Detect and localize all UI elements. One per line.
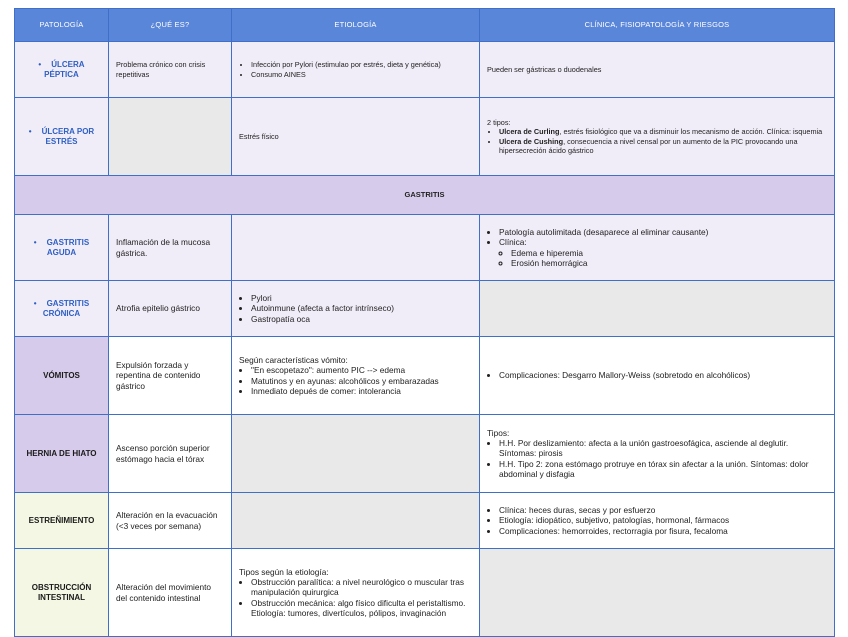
clinical-cell (480, 493, 835, 549)
list-item: • Clínica: ◦ Edema e hiperemia ◦ Erosión hemorrágica (499, 237, 827, 268)
bullet-icon: • (33, 237, 37, 247)
section-title: GASTRITIS (15, 176, 835, 215)
pathology-name: • ÚLCERA PÉPTICA (15, 42, 109, 98)
bullet-icon: • (33, 298, 37, 308)
row-gastritis-aguda (15, 215, 835, 281)
list-item: • Infección por Pylori (estimulao por estrés, dieta y genética) (251, 60, 472, 69)
row-hernia-hiato (15, 415, 835, 493)
etiology-cell (232, 415, 480, 493)
list-item: • Matutinos y en ayunas: alcohólicos y embarazadas (251, 376, 472, 386)
pathology-name: VÓMITOS (15, 337, 109, 415)
etiology-intro: Según características vómito: (239, 354, 348, 365)
list-item: ◦ Erosión hemorrágica (511, 258, 827, 268)
clinical-cell (480, 549, 835, 637)
list-item: • Complicaciones: hemorroides, rectorragia por fisura, fecaloma (499, 526, 827, 536)
list-item: • Inmediato depués de comer: intolerancia (251, 386, 472, 396)
etiology-cell (232, 493, 480, 549)
header-clinica: CLÍNICA, FISIOPATOLOGÍA Y RIESGOS (480, 9, 835, 42)
list-item: • Etiología: idiopático, subjetivo, patologías, hormonal, fármacos (499, 515, 827, 525)
list-item: • H.H. Tipo 2: zona estómago protruye en tórax sin afectar a la unión. Síntomas: dolor abdominal y disfagia (499, 459, 827, 480)
clinical-intro: Tipos: (487, 427, 510, 438)
pathology-name: HERNIA DE HIATO (15, 415, 109, 493)
row-ulcera-estres (15, 98, 835, 176)
definition-cell: Ascenso porción superior estómago hacia el tórax (109, 415, 232, 493)
etiology-cell (232, 42, 480, 98)
etiology-cell (232, 215, 480, 281)
definition-cell: Alteración en la evacuación (<3 veces por semana) (109, 493, 232, 549)
list-item: • Gastropatía oca (251, 314, 472, 324)
list-item: ◦ Edema e hiperemia (511, 248, 827, 258)
section-row-gastritis (15, 176, 835, 215)
definition-cell: Expulsión forzada y repentina de contenido gástrico (109, 337, 232, 415)
bullet-icon: • (28, 126, 32, 136)
clinical-cell (480, 98, 835, 176)
row-obstruccion (15, 549, 835, 637)
clinical-intro: 2 tipos: (487, 118, 511, 128)
clinical-cell (480, 415, 835, 493)
header-patologia: PATOLOGÍA (15, 9, 109, 42)
etiology-intro: Tipos según la etiología: (239, 566, 329, 577)
list-item: • Obstrucción mecánica: algo físico dificulta el peristaltismo. Etiología: tumores, divertículos, pólipos, invaginación (251, 598, 472, 619)
etiology-cell (232, 337, 480, 415)
definition-cell: Atrofia epitelio gástrico (109, 281, 232, 337)
row-gastritis-cronica (15, 281, 835, 337)
bullet-icon: • (38, 59, 42, 69)
definition-cell (109, 98, 232, 176)
pathology-name: • ÚLCERA POR ESTRÉS (15, 98, 109, 176)
pathology-table (14, 8, 835, 637)
etiology-cell (232, 549, 480, 637)
list-item: • Clínica: heces duras, secas y por esfuerzo (499, 505, 827, 515)
etiology-cell (232, 281, 480, 337)
pathology-name: ESTREÑIMIENTO (15, 493, 109, 549)
clinical-cell (480, 215, 835, 281)
list-item: • Pylori (251, 293, 472, 303)
definition-cell: Alteración del movimiento del contenido intestinal (109, 549, 232, 637)
list-item: • Consumo AINES (251, 70, 472, 79)
row-ulcera-peptica (15, 42, 835, 98)
pathology-name: • GASTRITIS AGUDA (15, 215, 109, 281)
clinical-cell: Pueden ser gástricas o duodenales (480, 42, 835, 98)
list-item: • "En escopetazo": aumento PIC --> edema (251, 365, 472, 375)
definition-cell: Inflamación de la mucosa gástrica. (109, 215, 232, 281)
header-que-es: ¿QUÉ ES? (109, 9, 232, 42)
header-etiologia: ETIOLOGÍA (232, 9, 480, 42)
clinical-cell (480, 337, 835, 415)
row-estrenimiento (15, 493, 835, 549)
row-vomitos (15, 337, 835, 415)
etiology-cell: Estrés físico (232, 98, 480, 176)
pathology-name: OBSTRUCCIÓN INTESTINAL (15, 549, 109, 637)
list-item: • H.H. Por deslizamiento: afecta a la unión gastroesofágica, asciende al deglutir. Síntomas: pirosis (499, 438, 827, 459)
list-item: • Complicaciones: Desgarro Mallory-Weiss (sobretodo en alcohólicos) (499, 370, 827, 380)
header-row (15, 9, 835, 42)
list-item: • Ulcera de Curling, estrés fisiológico que va a disminuir los mecanismo de acción. Clínica: isquemia (499, 127, 827, 136)
list-item: • Autoinmune (afecta a factor intrínseco) (251, 303, 472, 313)
list-item: • Obstrucción paralítica: a nivel neurológico o muscular tras manipulación quirurgica (251, 577, 472, 598)
list-item: • Ulcera de Cushing, consecuencia a nivel censal por un aumento de la PIC provocando una hipersecreción ácido gástrico (499, 137, 827, 155)
clinical-cell (480, 281, 835, 337)
pathology-name: • GASTRITIS CRÓNICA (15, 281, 109, 337)
list-item: • Patología autolimitada (desaparece al eliminar causante) (499, 227, 827, 237)
definition-cell: Problema crónico con crisis repetitivas (109, 42, 232, 98)
